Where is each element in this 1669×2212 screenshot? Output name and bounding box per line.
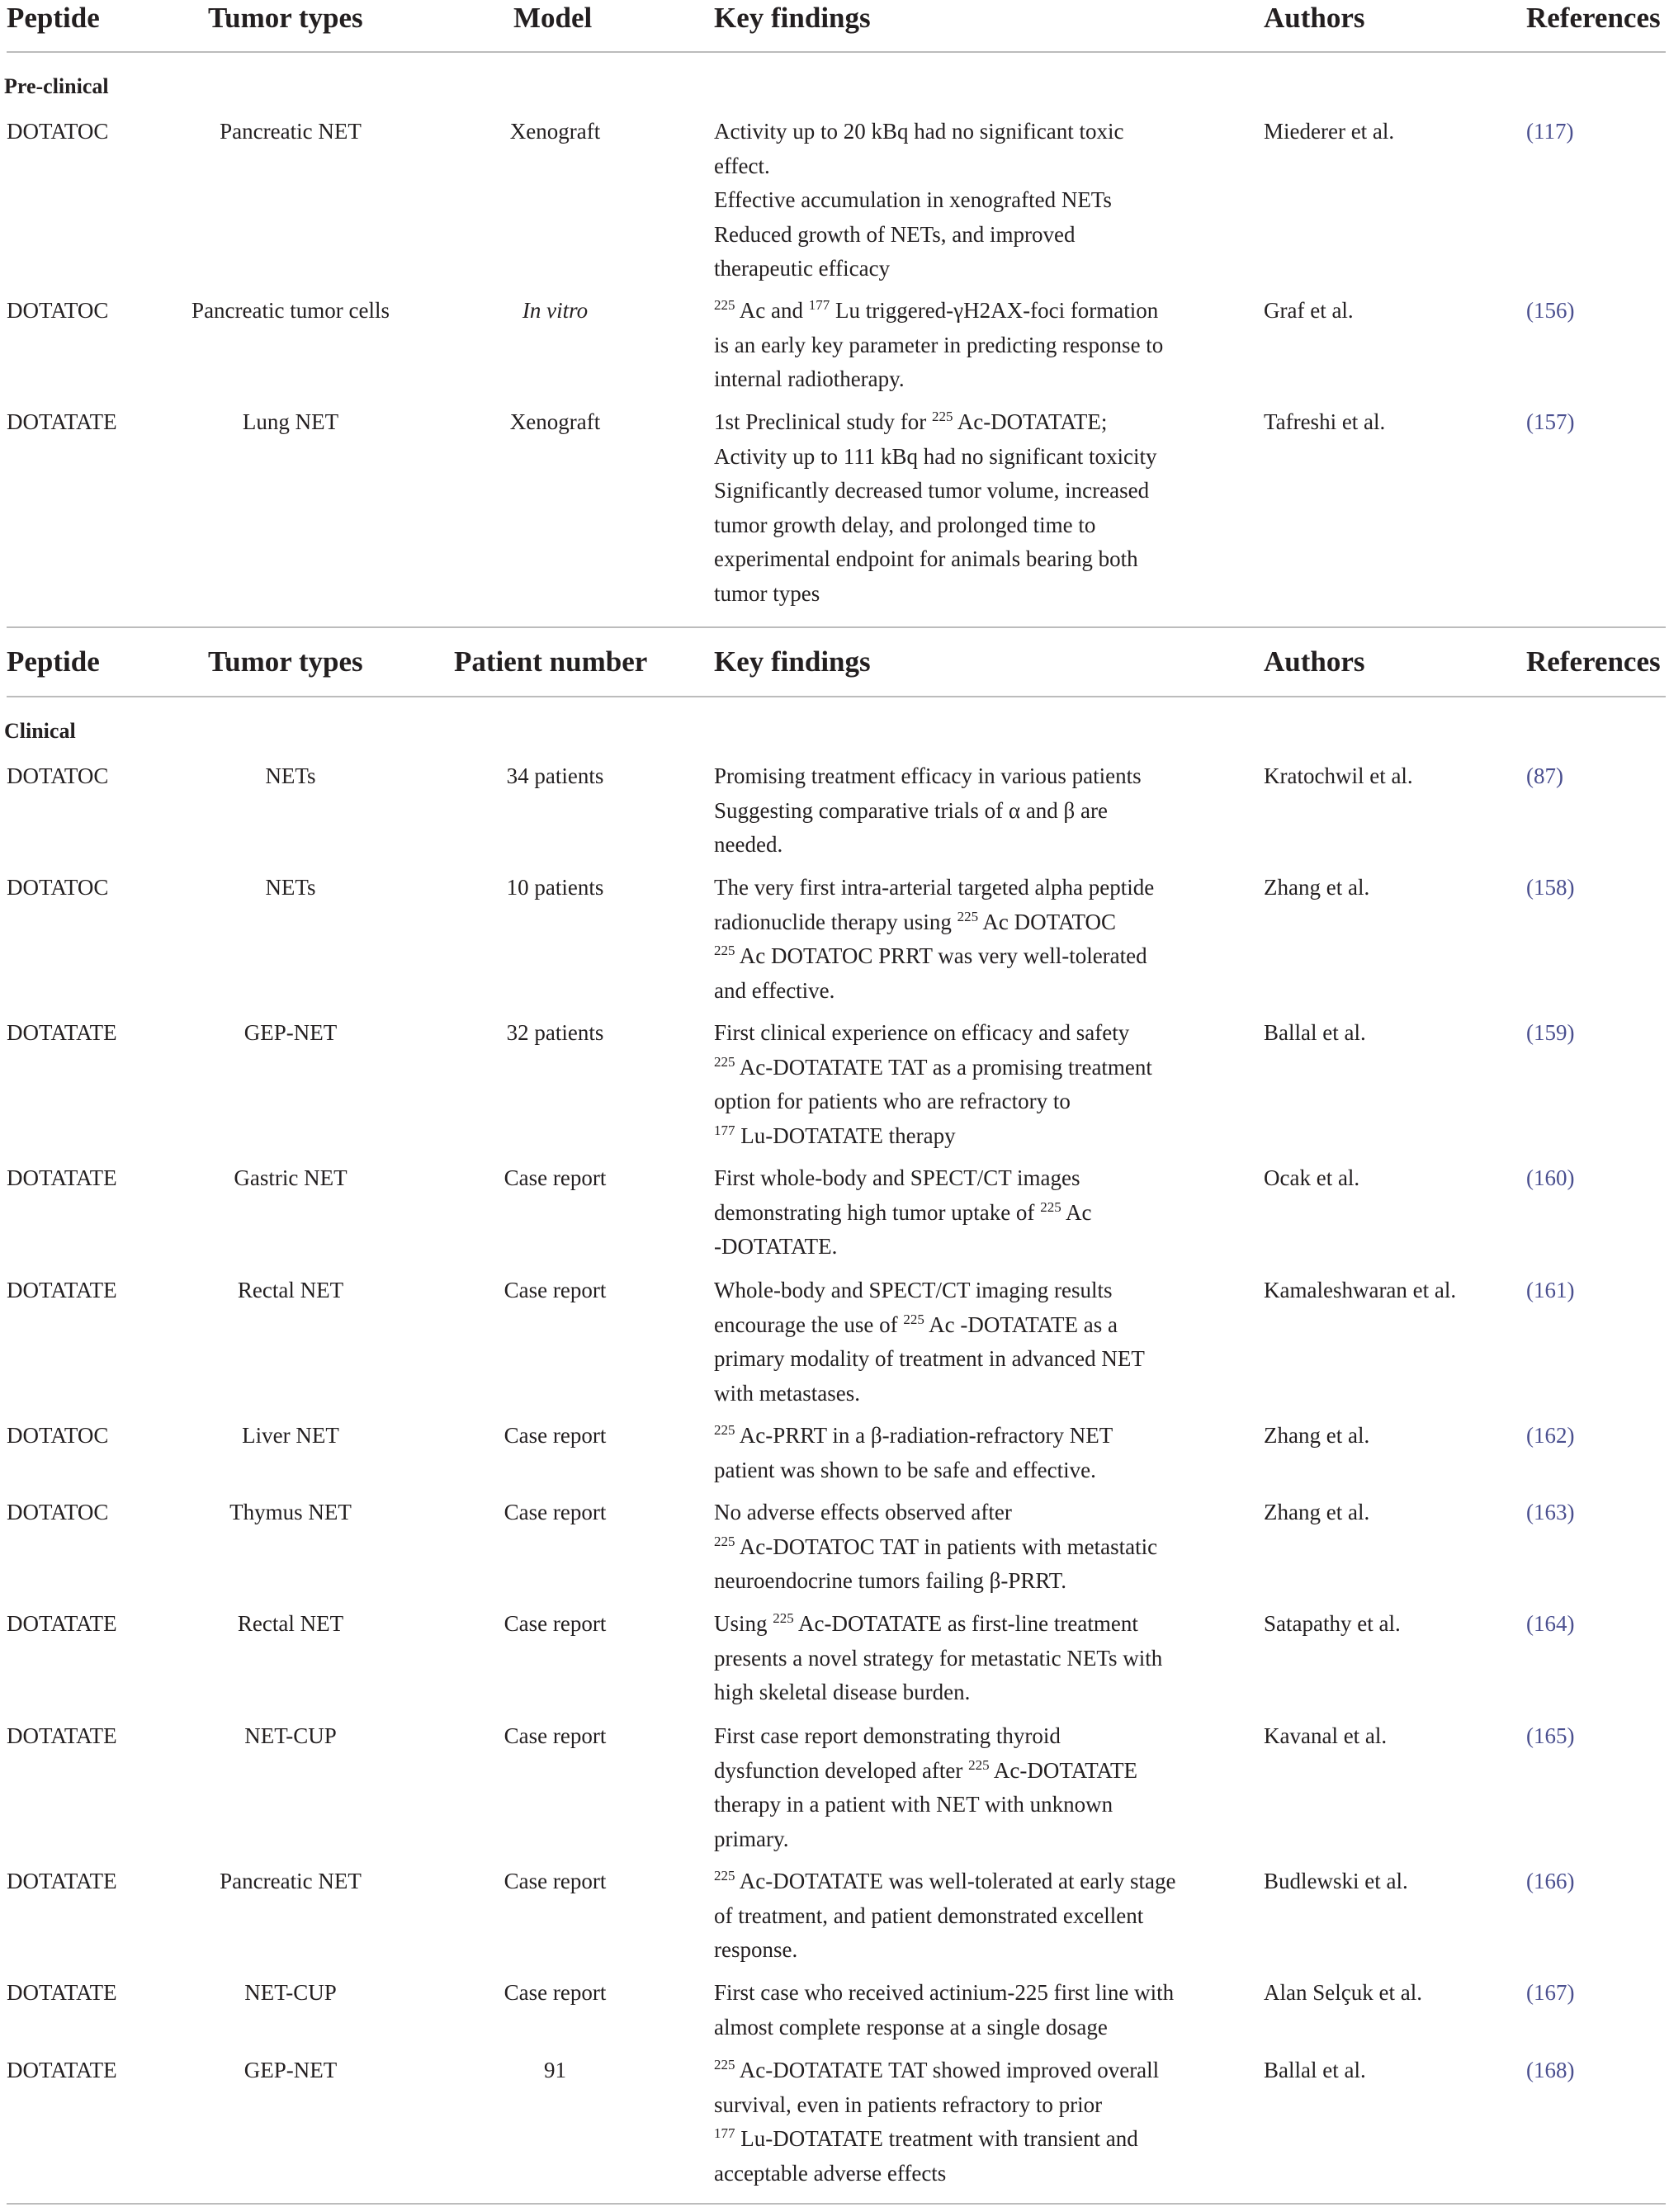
- reference-cell: (157): [1526, 409, 1575, 434]
- authors-cell: Kamaleshwaran et al.: [1264, 1278, 1457, 1302]
- reference-link[interactable]: 165: [1534, 1723, 1567, 1748]
- text-run: effect.: [714, 153, 770, 178]
- header-divider: [7, 696, 1666, 697]
- key-findings-line: [714, 1564, 1209, 1599]
- key-findings-line: [714, 183, 1209, 218]
- isotope-mass-number: 225: [903, 1311, 924, 1327]
- tumor-type-cell: Lung NET: [242, 409, 339, 434]
- col-header-peptide: Peptide: [7, 645, 100, 678]
- peptide-cell: DOTATOC: [7, 1423, 109, 1448]
- text-run: -DOTATATE.: [714, 1234, 838, 1259]
- key-findings-line: [714, 440, 1209, 475]
- key-findings-line: [714, 1230, 1209, 1264]
- key-findings-line: [714, 1865, 1209, 1899]
- key-findings-line: [714, 1607, 1209, 1642]
- key-findings-cell: [714, 1865, 1209, 1968]
- reference-cell: (167): [1526, 1980, 1575, 2005]
- col-header-references: References: [1526, 645, 1661, 678]
- peptide-cell: DOTATATE: [7, 1980, 117, 2005]
- tumor-type-cell: NETs: [265, 875, 316, 900]
- table-bottom-rule: [7, 2203, 1666, 2205]
- text-run: Ac-DOTATATE: [989, 1757, 1138, 1783]
- key-findings-cell: [714, 1496, 1209, 1599]
- key-findings-line: [714, 542, 1209, 577]
- text-run: Ac-DOTATATE as first-line treatment: [793, 1611, 1138, 1636]
- key-findings-cell: [714, 294, 1209, 397]
- key-findings-cell: [714, 871, 1209, 1008]
- key-findings-line: [714, 218, 1209, 253]
- patient-number-cell: 32 patients: [506, 1020, 604, 1045]
- reference-link[interactable]: 161: [1534, 1278, 1567, 1302]
- text-run: Lu-DOTATATE therapy: [735, 1123, 956, 1148]
- text-run: survival, even in patients refractory to prior: [714, 2091, 1103, 2117]
- key-findings-line: [714, 1342, 1209, 1377]
- col-header-tumor-types: Tumor types: [208, 645, 363, 678]
- key-findings-line: [714, 362, 1209, 397]
- text-run: internal radiotherapy.: [714, 366, 905, 391]
- text-run: Activity up to 20 kBq had no significant toxic: [714, 119, 1124, 144]
- reference-cell: (168): [1526, 2058, 1575, 2082]
- col-header-authors: Authors: [1264, 645, 1365, 678]
- tumor-type-cell: Thymus NET: [229, 1500, 352, 1524]
- reference-cell: (159): [1526, 1020, 1575, 1045]
- key-findings-cell: [714, 115, 1209, 286]
- reference-link[interactable]: 162: [1534, 1423, 1567, 1448]
- key-findings-line: [714, 115, 1209, 149]
- key-findings-line: [714, 1788, 1209, 1822]
- col-header-key-findings: Key findings: [714, 2, 871, 34]
- key-findings-line: [714, 2011, 1209, 2045]
- tumor-type-cell: Pancreatic NET: [220, 119, 362, 144]
- reference-link[interactable]: 168: [1534, 2058, 1567, 2082]
- text-run: therapeutic efficacy: [714, 256, 891, 281]
- col-header-authors: Authors: [1264, 2, 1365, 34]
- key-findings-line: [714, 1899, 1209, 1934]
- authors-cell: Kratochwil et al.: [1264, 763, 1413, 788]
- key-findings-cell: [714, 1719, 1209, 1856]
- key-findings-line: [714, 939, 1209, 974]
- reference-cell: (165): [1526, 1723, 1575, 1748]
- key-findings-line: [714, 828, 1209, 863]
- text-run: radionuclide therapy using: [714, 909, 957, 934]
- text-run: patient was shown to be safe and effective.: [714, 1457, 1096, 1482]
- col-header-tumor-types: Tumor types: [208, 2, 363, 34]
- reference-cell: (158): [1526, 875, 1575, 900]
- patient-number-cell: Case report: [504, 1500, 607, 1524]
- section-label-clinical: Clinical: [4, 719, 76, 743]
- key-findings-line: [714, 1933, 1209, 1968]
- reference-cell: (163): [1526, 1500, 1575, 1524]
- text-run: Significantly decreased tumor volume, increased: [714, 478, 1150, 503]
- peptide-cell: DOTATATE: [7, 409, 117, 434]
- key-findings-line: [714, 405, 1209, 440]
- isotope-mass-number: 225: [931, 409, 953, 424]
- model-cell: Xenograft: [509, 119, 601, 144]
- text-run: Lu-DOTATATE treatment with transient and: [735, 2126, 1138, 2151]
- reference-cell: (117): [1526, 119, 1574, 144]
- tumor-type-cell: Gastric NET: [234, 1165, 348, 1190]
- authors-cell: Satapathy et al.: [1264, 1611, 1401, 1636]
- reference-link[interactable]: 166: [1534, 1869, 1567, 1893]
- key-findings-cell: [714, 2054, 1209, 2191]
- peptide-cell: DOTATOC: [7, 298, 109, 323]
- key-findings-line: [714, 474, 1209, 508]
- text-run: Whole-body and SPECT/CT imaging results: [714, 1278, 1113, 1302]
- tumor-type-cell: Liver NET: [242, 1423, 339, 1448]
- text-run: Ac: [1061, 1199, 1092, 1225]
- authors-cell: Ballal et al.: [1264, 1020, 1366, 1045]
- key-findings-line: [714, 1822, 1209, 1857]
- peptide-cell: DOTATATE: [7, 1611, 117, 1636]
- text-run: No adverse effects observed after: [714, 1500, 1012, 1524]
- col-header-patient-number: Patient number: [454, 645, 648, 678]
- key-findings-line: [714, 1085, 1209, 1119]
- isotope-mass-number: 177: [714, 2125, 735, 2141]
- key-findings-line: [714, 759, 1209, 794]
- header-divider: [7, 51, 1666, 53]
- col-header-references: References: [1526, 2, 1661, 34]
- isotope-mass-number: 225: [714, 943, 735, 958]
- key-findings-line: [714, 149, 1209, 184]
- key-findings-cell: [714, 1419, 1209, 1487]
- text-run: encourage the use of: [714, 1312, 904, 1337]
- text-run: and effective.: [714, 977, 835, 1003]
- text-run: primary modality of treatment in advanced NET: [714, 1346, 1145, 1371]
- isotope-mass-number: 177: [714, 1122, 735, 1138]
- reference-link[interactable]: 160: [1534, 1165, 1567, 1190]
- key-findings-line: [714, 905, 1209, 940]
- key-findings-line: [714, 2157, 1209, 2191]
- tumor-type-cell: Rectal NET: [237, 1278, 344, 1302]
- text-run: primary.: [714, 1826, 789, 1851]
- isotope-mass-number: 225: [714, 1868, 735, 1884]
- key-findings-cell: [714, 1274, 1209, 1411]
- isotope-mass-number: 225: [1040, 1198, 1061, 1215]
- isotope-mass-number: 225: [957, 908, 979, 924]
- key-findings-line: [714, 794, 1209, 829]
- reference-cell: (161): [1526, 1278, 1575, 1302]
- key-findings-line: [714, 1419, 1209, 1453]
- text-run: almost complete response at a single dosage: [714, 2014, 1108, 2039]
- peptide-cell: DOTATATE: [7, 1278, 117, 1302]
- text-run: The very first intra-arterial targeted alpha peptide: [714, 875, 1155, 900]
- patient-number-cell: 10 patients: [506, 875, 604, 900]
- reference-cell: (162): [1526, 1423, 1575, 1448]
- isotope-mass-number: 225: [968, 1756, 990, 1773]
- key-findings-line: [714, 508, 1209, 543]
- authors-cell: Alan Selçuk et al.: [1264, 1980, 1422, 2005]
- isotope-mass-number: 177: [808, 297, 830, 313]
- text-run: acceptable adverse effects: [714, 2160, 947, 2186]
- key-findings-cell: [714, 1161, 1209, 1264]
- key-findings-line: [714, 871, 1209, 905]
- key-findings-line: [714, 577, 1209, 612]
- reference-link[interactable]: 167: [1534, 1980, 1567, 2005]
- tumor-type-cell: GEP-NET: [243, 1020, 338, 1045]
- text-run: high skeletal disease burden.: [714, 1680, 971, 1704]
- col-header-model: Model: [513, 2, 593, 34]
- text-run: demonstrating high tumor uptake of: [714, 1199, 1041, 1225]
- reference-link[interactable]: 159: [1534, 1020, 1567, 1045]
- text-run: therapy in a patient with NET with unknown: [714, 1792, 1113, 1817]
- isotope-mass-number: 225: [773, 1610, 794, 1626]
- peptide-cell: DOTATATE: [7, 1020, 117, 1045]
- reference-link[interactable]: 163: [1534, 1500, 1567, 1524]
- authors-cell: Zhang et al.: [1264, 1500, 1370, 1524]
- tumor-type-cell: NET-CUP: [244, 1723, 337, 1748]
- key-findings-line: [714, 2122, 1209, 2157]
- key-findings-line: [714, 1196, 1209, 1231]
- reference-cell: (156): [1526, 298, 1575, 323]
- col-header-peptide: Peptide: [7, 2, 100, 34]
- isotope-mass-number: 225: [714, 1533, 735, 1549]
- reference-link[interactable]: 164: [1534, 1611, 1567, 1636]
- key-findings-cell: [714, 1607, 1209, 1710]
- text-run: Ac DOTATOC: [978, 909, 1117, 934]
- section-divider: [7, 626, 1666, 628]
- text-run: Ac-DOTATATE TAT showed improved overall: [735, 2058, 1160, 2082]
- patient-number-cell: 91: [544, 2058, 566, 2082]
- key-findings-line: [714, 1377, 1209, 1411]
- text-run: is an early key parameter in predicting response to: [714, 332, 1164, 357]
- reference-link[interactable]: 157: [1534, 409, 1567, 434]
- text-run: First clinical experience on efficacy and safety: [714, 1020, 1130, 1045]
- key-findings-line: [714, 294, 1209, 328]
- text-run: Activity up to 111 kBq had no significant toxicity: [714, 443, 1157, 469]
- key-findings-line: [714, 1530, 1209, 1565]
- peptide-cell: DOTATOC: [7, 763, 109, 788]
- reference-link[interactable]: 117: [1534, 119, 1567, 144]
- tumor-type-cell: Rectal NET: [237, 1611, 344, 1636]
- text-run: Using: [714, 1611, 773, 1636]
- text-run: Ac-DOTATATE;: [953, 409, 1108, 434]
- patient-number-cell: Case report: [504, 1980, 607, 2005]
- col-header-key-findings: Key findings: [714, 645, 871, 678]
- key-findings-line: [714, 974, 1209, 1009]
- authors-cell: Graf et al.: [1264, 298, 1354, 323]
- text-run: 1st Preclinical study for: [714, 409, 932, 434]
- key-findings-line: [714, 1453, 1209, 1488]
- text-run: Effective accumulation in xenografted NETs: [714, 187, 1112, 212]
- peptide-cell: DOTATATE: [7, 2058, 117, 2082]
- reference-link[interactable]: 87: [1534, 763, 1556, 788]
- reference-link[interactable]: 156: [1534, 298, 1567, 323]
- key-findings-cell: [714, 1976, 1209, 2044]
- text-run: Reduced growth of NETs, and improved: [714, 221, 1076, 247]
- text-run: Ac-PRRT in a β-radiation-refractory NET: [735, 1423, 1113, 1448]
- peptide-cell: DOTATOC: [7, 875, 109, 900]
- tumor-type-cell: GEP-NET: [243, 2058, 338, 2082]
- key-findings-line: [714, 2088, 1209, 2123]
- isotope-mass-number: 225: [714, 1422, 735, 1438]
- key-findings-line: [714, 252, 1209, 286]
- key-findings-line: [714, 1119, 1209, 1154]
- reference-cell: (160): [1526, 1165, 1575, 1190]
- isotope-mass-number: 225: [714, 297, 735, 313]
- text-run: Ac DOTATOC PRRT was very well-tolerated: [735, 943, 1147, 968]
- tumor-type-cell: Pancreatic tumor cells: [191, 298, 390, 323]
- patient-number-cell: Case report: [504, 1611, 607, 1636]
- authors-cell: Zhang et al.: [1264, 875, 1370, 900]
- text-run: Ac and: [735, 298, 809, 323]
- tumor-type-cell: Pancreatic NET: [220, 1869, 362, 1893]
- text-run: needed.: [714, 832, 783, 857]
- patient-number-cell: Case report: [504, 1723, 607, 1748]
- key-findings-line: [714, 1754, 1209, 1789]
- authors-cell: Zhang et al.: [1264, 1423, 1370, 1448]
- text-run: presents a novel strategy for metastatic NETs with: [714, 1645, 1163, 1671]
- text-run: dysfunction developed after: [714, 1757, 969, 1783]
- text-run: First case report demonstrating thyroid: [714, 1723, 1061, 1748]
- text-run: Suggesting comparative trials of α and β are: [714, 797, 1108, 823]
- text-run: option for patients who are refractory to: [714, 1089, 1071, 1113]
- key-findings-line: [714, 1976, 1209, 2011]
- patient-number-cell: 34 patients: [506, 763, 604, 788]
- peptide-cell: DOTATATE: [7, 1723, 117, 1748]
- peptide-cell: DOTATOC: [7, 119, 109, 144]
- peptide-cell: DOTATATE: [7, 1165, 117, 1190]
- authors-cell: Budlewski et al.: [1264, 1869, 1408, 1893]
- text-run: tumor types: [714, 580, 820, 606]
- text-run: Lu triggered-γH2AX-foci formation: [830, 298, 1159, 323]
- key-findings-line: [714, 1016, 1209, 1051]
- text-run: tumor growth delay, and prolonged time to: [714, 512, 1096, 537]
- key-findings-line: [714, 1676, 1209, 1710]
- text-run: Ac-DOTATOC TAT in patients with metastatic: [735, 1534, 1158, 1559]
- text-run: experimental endpoint for animals bearing both: [714, 546, 1138, 571]
- text-run: of treatment, and patient demonstrated excellent: [714, 1902, 1144, 1928]
- text-run: Promising treatment efficacy in various patients: [714, 763, 1142, 788]
- key-findings-line: [714, 1308, 1209, 1343]
- patient-number-cell: Case report: [504, 1423, 607, 1448]
- key-findings-line: [714, 1496, 1209, 1530]
- key-findings-line: [714, 1642, 1209, 1676]
- reference-cell: (166): [1526, 1869, 1575, 1893]
- text-run: response.: [714, 1937, 798, 1962]
- patient-number-cell: Case report: [504, 1165, 607, 1190]
- key-findings-line: [714, 1161, 1209, 1196]
- text-run: with metastases.: [714, 1380, 860, 1406]
- authors-cell: Tafreshi et al.: [1264, 409, 1386, 434]
- key-findings-cell: [714, 759, 1209, 863]
- model-cell: Xenograft: [509, 409, 601, 434]
- peptide-cell: DOTATOC: [7, 1500, 109, 1524]
- tumor-type-cell: NETs: [265, 763, 316, 788]
- key-findings-line: [714, 1719, 1209, 1754]
- isotope-mass-number: 225: [714, 1053, 735, 1070]
- model-cell: In vitro: [522, 298, 589, 323]
- authors-cell: Miederer et al.: [1264, 119, 1395, 144]
- patient-number-cell: Case report: [504, 1278, 607, 1302]
- reference-link[interactable]: 158: [1534, 875, 1567, 900]
- key-findings-cell: [714, 1016, 1209, 1153]
- key-findings-line: [714, 1051, 1209, 1085]
- text-run: First whole-body and SPECT/CT images: [714, 1165, 1080, 1190]
- text-run: Ac -DOTATATE as a: [924, 1312, 1118, 1337]
- key-findings-line: [714, 2054, 1209, 2088]
- patient-number-cell: Case report: [504, 1869, 607, 1893]
- isotope-mass-number: 225: [714, 2057, 735, 2073]
- section-label-preclinical: Pre-clinical: [4, 74, 109, 98]
- peptide-cell: DOTATATE: [7, 1869, 117, 1893]
- authors-cell: Kavanal et al.: [1264, 1723, 1388, 1748]
- text-run: First case who received actinium-225 first line with: [714, 1980, 1175, 2005]
- tumor-type-cell: NET-CUP: [244, 1980, 337, 2005]
- text-run: Ac-DOTATATE TAT as a promising treatment: [735, 1054, 1152, 1080]
- text-run: Ac-DOTATATE was well-tolerated at early stage: [735, 1869, 1176, 1893]
- authors-cell: Ballal et al.: [1264, 2058, 1366, 2082]
- text-run: neuroendocrine tumors failing β-PRRT.: [714, 1568, 1067, 1593]
- reference-cell: (164): [1526, 1611, 1575, 1636]
- key-findings-cell: [714, 405, 1209, 611]
- key-findings-line: [714, 1274, 1209, 1308]
- key-findings-line: [714, 328, 1209, 363]
- authors-cell: Ocak et al.: [1264, 1165, 1360, 1190]
- reference-cell: (87): [1526, 763, 1563, 788]
